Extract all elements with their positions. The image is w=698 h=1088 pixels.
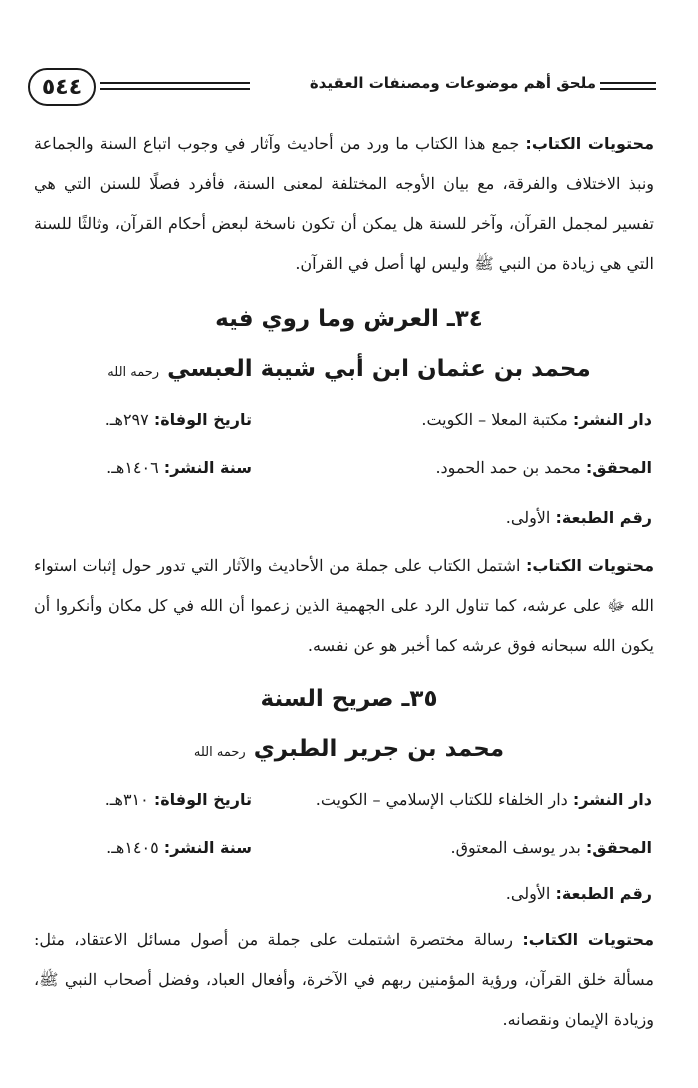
book-35-publish-year (106, 838, 252, 857)
book-34-contents (34, 546, 654, 666)
page-header (28, 66, 656, 110)
contents-label: محتويات الكتاب: (522, 930, 654, 949)
book-34-publish-year (106, 458, 252, 477)
editor-label: المحقق: (585, 838, 652, 857)
book-35-death-date (105, 790, 252, 809)
header-rule-right (600, 82, 656, 90)
death-label: تاريخ الوفاة: (153, 410, 252, 429)
book-35-publisher (316, 790, 652, 809)
book-35-title: ٣٥ـ صريح السنة (260, 686, 438, 712)
page-number: ٥٤٤ (28, 68, 96, 106)
death-value: ٣١٠هـ. (104, 790, 154, 809)
editor-label: المحقق: (585, 458, 652, 477)
editor-value: بدر يوسف المعتوق. (450, 838, 586, 857)
book-34-title: ٣٤ـ العرش وما روي فيه (215, 306, 483, 332)
intro-label: محتويات الكتاب: (525, 134, 654, 153)
book-35-author-line (0, 736, 698, 762)
year-label: سنة النشر: (163, 458, 252, 477)
contents-text: رسالة مختصرة اشتملت على جملة من أصول مسائل الاعتقاد، مثل: مسألة خلق القرآن، ورؤية المؤمنين ربهم في الآخرة، وأفعال العباد، وفضل أصحاب النبي ﷺ، وزيادة الإيمان ونقصانه. (34, 930, 655, 1029)
book-35-editor (451, 838, 653, 857)
edition-value: الأولى. (505, 508, 556, 527)
intro-paragraph (34, 124, 654, 284)
publisher-label: دار النشر: (572, 790, 652, 809)
contents-text: اشتمل الكتاب على جملة من الأحاديث والآثار التي تدور حول إثبات استواء الله ﷻ على عرشه، كما تناول الرد على الجهمية الذين زعموا أن الله في كل مكان وأنكروا أن يكون الله سبحانه فوق عرشه كما أخبر هو عن نفسه. (34, 556, 655, 655)
book-34-publisher (421, 410, 652, 429)
death-value: ٢٩٧هـ. (104, 410, 154, 429)
book-35-contents (34, 920, 654, 1040)
death-label: تاريخ الوفاة: (153, 790, 252, 809)
publisher-label: دار النشر: (572, 410, 652, 429)
year-value: ١٤٠٦هـ. (106, 458, 164, 477)
header-rule-left (100, 82, 250, 90)
book-35-honorific: رحمه الله (193, 745, 246, 760)
book-34-author-line (0, 356, 698, 382)
book-35-edition (506, 884, 652, 903)
book-34-honorific: رحمه الله (107, 365, 160, 380)
year-label: سنة النشر: (163, 838, 252, 857)
year-value: ١٤٠٥هـ. (106, 838, 164, 857)
intro-text: جمع هذا الكتاب ما ورد من أحاديث وآثار في وجوب اتباع السنة والجماعة ونبذ الاختلاف والفرقة، مع بيان الأوجه المختلفة لمعنى السنة، فأفرد فصلًا للسنن التي هي تفسير لمجمل القرآن، وآخر للسنة هل يمكن أن تكون ناسخة لبعض أحكام القرآن، وثالثًا للسنة التي هي زيادة من النبي ﷺ وليس لها أصل في القرآن. (34, 134, 654, 273)
publisher-value: مكتبة المعلا – الكويت. (421, 410, 573, 429)
editor-value: محمد بن حمد الحمود. (435, 458, 586, 477)
contents-label: محتويات الكتاب: (526, 556, 654, 575)
book-34-edition (506, 508, 652, 527)
running-title: ملحق أهم موضوعات ومصنفات العقيدة (309, 74, 596, 92)
book-34-author: محمد بن عثمان ابن أبي شيبة العبسي (167, 356, 591, 382)
book-35-author: محمد بن جرير الطبري (253, 736, 505, 762)
edition-value: الأولى. (505, 884, 556, 903)
publisher-value: دار الخلفاء للكتاب الإسلامي – الكويت. (315, 790, 573, 809)
edition-label: رقم الطبعة: (555, 884, 652, 903)
edition-label: رقم الطبعة: (555, 508, 652, 527)
book-34-editor (435, 458, 652, 477)
book-34-death-date (105, 410, 252, 429)
